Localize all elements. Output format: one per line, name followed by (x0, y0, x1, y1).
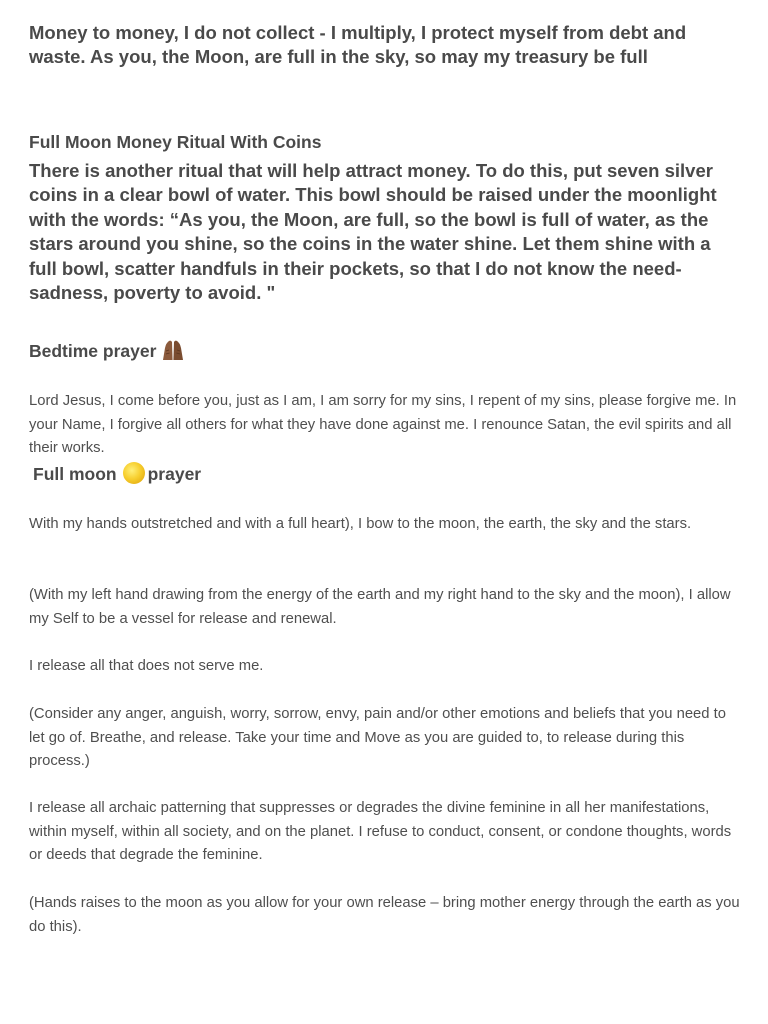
full-moon-paragraph-4: (Consider any anger, anguish, worry, sorrow, envy, pain and/or other emotions and beliefs that you need to let go of. Breathe, and release. Take your time and Move as you are guided to, to release during this process.) (29, 706, 726, 770)
bedtime-prayer-paragraph: Lord Jesus, I come before you, just as I am, I am sorry for my sins, I repent of my sins, please forgive me. In your Name, I forgive all others for what they have done against me. I renounce Satan, the evil spirits and all their works. (29, 393, 737, 457)
coins-ritual-paragraph: There is another ritual that will help attract money. To do this, put seven silver coins in a clear bowl of water. This bowl should be raised under the moonlight with the words: “As you, the Moon, are full, so the bowl is full of water, as the stars around you shine, so the coins in the water shine. Let them shine with a full bowl, scatter handfuls in their pockets, so that I do not know the need-sadness, poverty to avoid. " (29, 160, 717, 304)
bedtime-prayer-title: Bedtime prayer (29, 341, 157, 361)
full-moon-icon (122, 461, 146, 485)
full-moon-paragraph-3: I release all that does not serve me. (29, 658, 264, 674)
full-moon-paragraph-1: With my hands outstretched and with a full heart), I bow to the moon, the earth, the sky and the stars. (29, 516, 692, 532)
full-moon-prayer-title-start: Full moon (33, 464, 117, 484)
full-moon-paragraph-2: (With my left hand drawing from the energy of the earth and my right hand to the sky and the moon), I allow my Self to be a vessel for release and renewal. (29, 587, 731, 627)
bedtime-prayer-heading (29, 340, 186, 363)
full-moon-prayer-heading (33, 463, 201, 487)
praying-hands-icon (160, 339, 186, 361)
intro-paragraph: Money to money, I do not collect - I multiply, I protect myself from debt and waste. As you, the Moon, are full in the sky, so may my treasury be full (29, 22, 687, 68)
coins-ritual-heading: Full Moon Money Ritual With Coins (29, 132, 322, 152)
full-moon-paragraph-6: (Hands raises to the moon as you allow for your own release – bring mother energy through the earth as you do this). (29, 895, 740, 935)
full-moon-prayer-title-end: prayer (147, 464, 202, 484)
full-moon-paragraph-5: I release all archaic patterning that suppresses or degrades the divine feminine in all her manifestations, within myself, within all society, and on the planet. I refuse to conduct, consent, or condone thoughts, words or deeds that degrade the feminine. (29, 800, 732, 864)
